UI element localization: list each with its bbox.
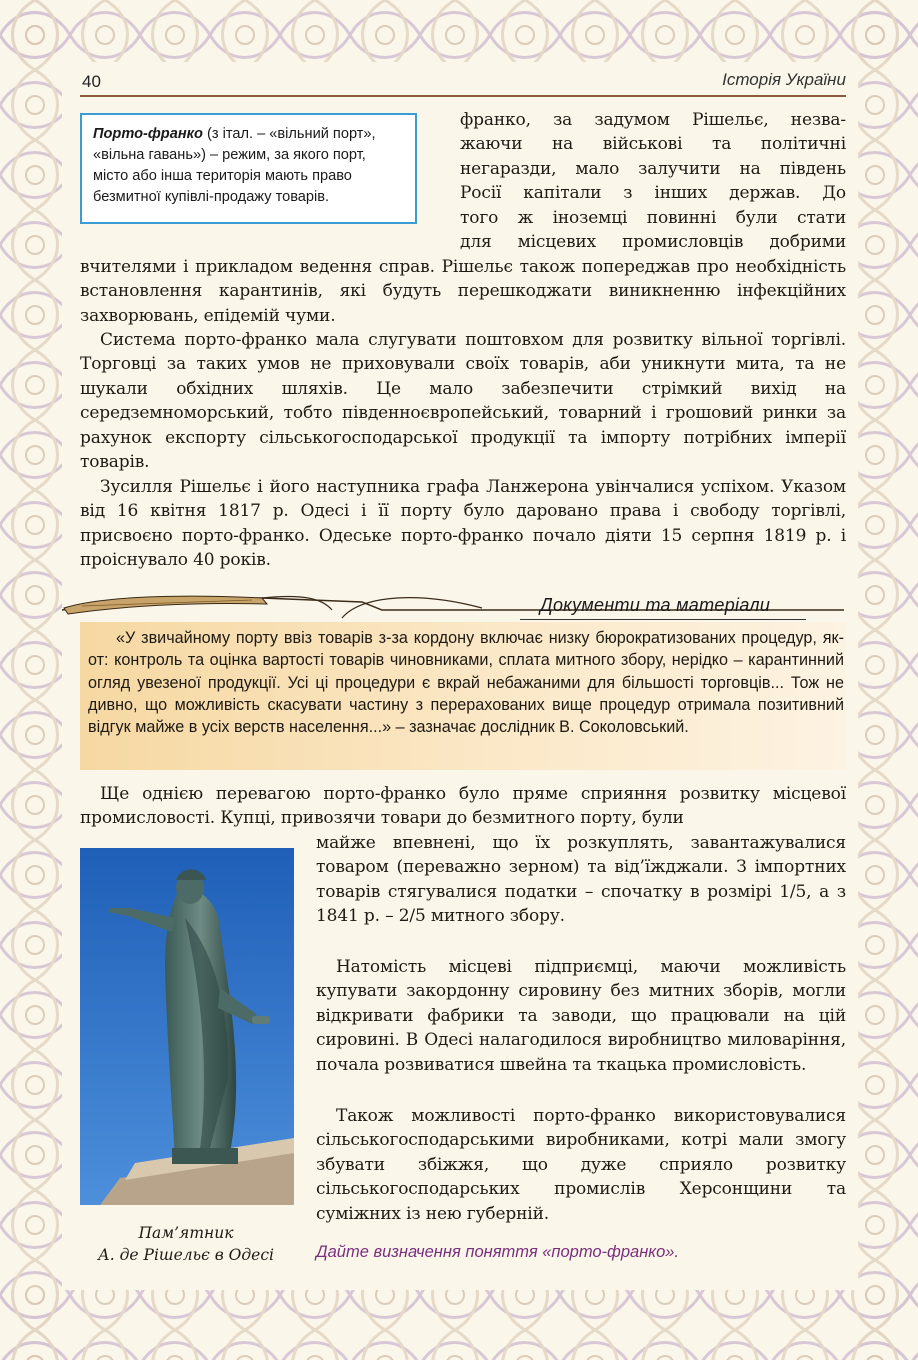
header-rule <box>80 95 846 97</box>
task-question: Дайте визначення поняття «порто-франко». <box>316 1243 679 1261</box>
caption-line-2: А. де Рішельє в Одесі <box>98 1246 274 1264</box>
documents-quote: «У звичайному порту ввіз товарів з-за кордону включає низку бюрократизованих процедур, як-от: контроль та оцінка вартості товарів чиновниками, сплата митного збору, нерідко – карантинний огляд увезеної продукції. Усі ці процедури є вкрай небажаними для більшості торговців... Тож не дивно, що можливість скасувати частину з перерахованих вище процедур отримала позитивний відгук майже в усіх верств населення...» – зазначає дослідник В. Соколовський. <box>88 629 844 737</box>
documents-heading-underline <box>520 619 806 620</box>
wrapped-line: для місцевих промисловців добрими <box>460 232 846 252</box>
running-title: Історія України <box>722 70 846 89</box>
paragraph-4: Ще однією перевагою порто-франко було пряме сприяння розвитку місцевої промисловості. Купці, привозячи товари до безмитного порту, були <box>80 784 846 829</box>
wrapped-line: франко, за задумом Рішельє, незва- <box>460 110 846 130</box>
documents-heading: Документи та матеріали <box>540 595 771 615</box>
wrapped-line: негаразди, мало залучити на південь <box>460 158 846 179</box>
paragraph-2: Система порто-франко мала слугувати поштовхом для розвитку вільної торгівлі. Торговці за таких умов не приховували своїх товарів, аби уникнути мита, та не шукали обхідних шляхів. Це мало забезпечити стрімкий вихід на середземноморський, тобто південноєвропейський, товарний і грошовий ринки за рахунок експорту сільськогосподарської продукції та імпорту потрібних імперії товарів. <box>80 330 846 473</box>
richelieu-monument-photo <box>80 848 294 1205</box>
caption-line-1: Пам’ятник <box>138 1224 234 1242</box>
paragraph-5: Натомість місцеві підприємці, маючи можливість купувати закордонну сировину без митних зборів, могли відкривати фабрики та заводи, що працювали на цій сировині. В Одесі налагодилося виробництво миловаріння, почала розвиватися швейна та ткацька промисловість. <box>316 957 846 1075</box>
paragraph-3: Зусилля Рішельє і його наступника графа Ланжерона увінчалися успіхом. Указом від 16 квітня 1817 р. Одесі і її порту було даровано права і свободу торгівлі, присвоєно порто-франко. Одеське порто-франко почало діяти 15 серпня 1819 р. і проіснувало 40 років. <box>80 477 846 571</box>
paragraph-1-continued: вчителями і прикладом ведення справ. Рішельє також попереджав про необхідність встановлення карантинів, які будуть перешкоджати виникненню інфекційних захворювань, епідемій чуми. <box>80 257 846 326</box>
wrapped-line: жаючи на військові та політичні <box>460 134 846 155</box>
figure-caption <box>70 1222 302 1266</box>
wrapped-line: Росії капітали з інших держав. До <box>460 183 846 204</box>
wrapped-line: того ж іноземці повинні були стати <box>460 207 846 228</box>
page-number: 40 <box>82 72 101 91</box>
paragraph-6: Також можливості порто-франко використовувалися сільськогосподарськими виробниками, котрі мали змогу збувати збіжжя, що дуже сприяло розвитку сільськогосподарських промислів Херсонщини та суміжних із нею губерній. <box>316 1106 846 1224</box>
definition-box <box>80 113 417 224</box>
paragraph-4-wrapped: майже впевнені, що їх розкуплять, завантажувалися товаром (переважно зерном) та від’їжджали. З імпортних товарів стягувалися податки – спочатку в розмірі 1/5, а з 1841 р. – 2/5 митного збору. <box>316 833 846 927</box>
definition-text: (з італ. – «вільний порт», «вільна гавань») – режим, за якого порт, місто або інша територія мають право безмитної купівлі-продажу товарів. <box>93 126 376 205</box>
definition-term: Порто-франко <box>93 126 203 142</box>
